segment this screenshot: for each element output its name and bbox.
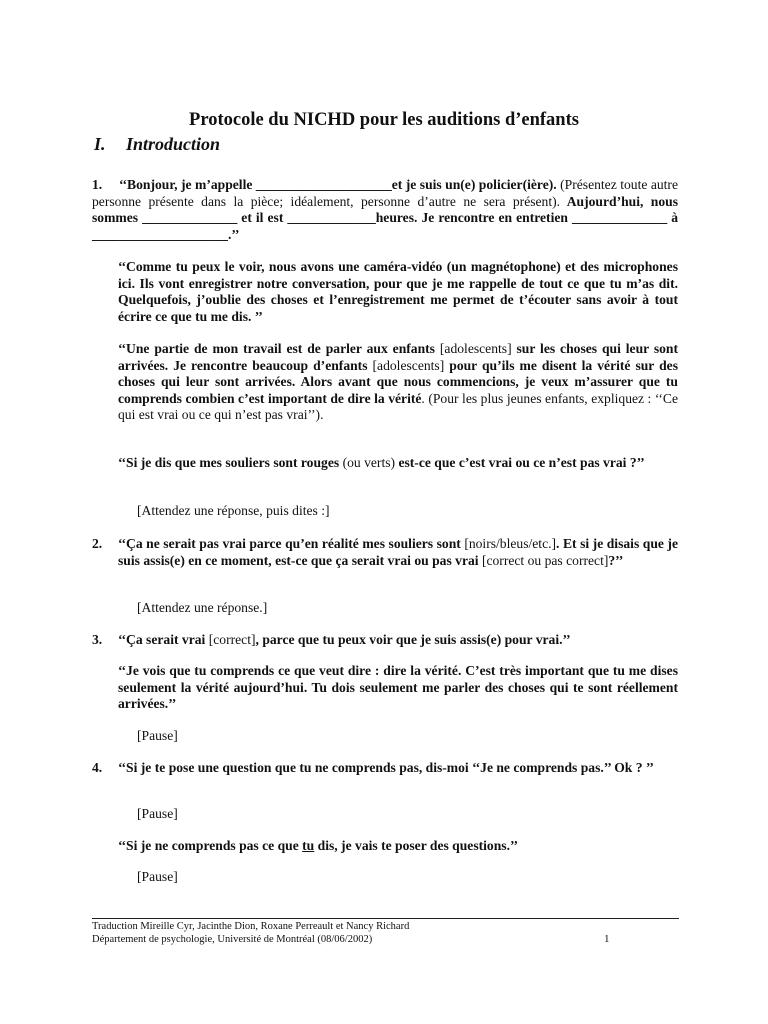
- p1-date-time: Aujourd’hui, nous sommes ______________ et il est _____________heures. Je rencontre en entretien ______________ à ____________________.’’: [92, 193, 679, 242]
- paragraph-4: ‘‘Si je te pose une question que tu ne comprends pas, dis-moi ‘‘Je ne comprends pas.’’ Ok ? ’’: [118, 760, 654, 775]
- document-title: Protocole du NICHD pour les auditions d’enfants: [189, 110, 579, 130]
- page-number: 1: [604, 933, 610, 945]
- pause-2: [Pause]: [137, 806, 178, 821]
- paragraph-camera: ‘‘Comme tu peux le voir, nous avons une caméra-vidéo (un magnétophone) et des microphones ici. Ils vont enregistrer notre conversation, pour que je me rappelle de tout ce que tu m’as dit. Quelquefois, j’oublie des choses et l’enregistrement me permet de t’écouter sans avoir à tout écrire ce que tu me dis. ’’: [118, 259, 678, 324]
- footer-department: Département de psychologie, Université de Montréal (08/06/2002): [92, 934, 373, 945]
- instruction-wait-2: [Attendez une réponse.]: [137, 600, 268, 615]
- paragraph-work: ‘‘Une partie de mon travail est de parler aux enfants [adolescents] sur les choses qui leur sont arrivées. Je rencontre beaucoup d’enfants [adolescents] pour qu’ils me disent la vérité sur des choses qui leur sont arrivées. Alors avant que nous commencions, je veux m’assurer que tu comprends combien c’est important de dire la vérité. (Pour les plus jeunes enfants, expliquez : ‘‘Ce qui est vrai ou ce qui n’est pas vrai’’).: [118, 341, 679, 423]
- paragraph-3: ‘‘Ça serait vrai [correct], parce que tu peux voir que je suis assis(e) pour vrai.’’: [118, 632, 571, 647]
- item-number-3: 3.: [92, 632, 103, 647]
- item-number-2: 2.: [92, 536, 103, 551]
- section-heading: [94, 134, 220, 155]
- footer-divider: [92, 918, 679, 919]
- footer-translators: Traduction Mireille Cyr, Jacinthe Dion, Roxane Perreault et Nancy Richard: [92, 921, 410, 932]
- paragraph-2: ‘‘Ça ne serait pas vrai parce qu’en réalité mes souliers sont [noirs/bleus/etc.]. Et si je disais que je suis assis(e) en ce moment, est-ce que ça serait vrai ou pas vrai [correct ou pas correct]?’’: [118, 536, 678, 568]
- p1-instruction: (Présentez toute autre personne présente dans la pièce; idéalement, personne d’autre ne sera présent).: [92, 177, 678, 209]
- p1-greeting: ‘‘Bonjour, je m’appelle ____________________et je suis un(e) policier(ière).: [119, 177, 557, 192]
- pause-1: [Pause]: [137, 728, 178, 743]
- section-label: Introduction: [126, 134, 221, 154]
- section-number: I.: [94, 134, 106, 154]
- item-number-4: 4.: [92, 760, 103, 775]
- paragraph-shoes: ‘‘Si je dis que mes souliers sont rouges (ou verts) est-ce que c’est vrai ou ce n’est pas vrai ?’’: [118, 455, 645, 470]
- instruction-wait-1: [Attendez une réponse, puis dites :]: [137, 503, 330, 518]
- paragraph-questions: ‘‘Si je ne comprends pas ce que tu dis, je vais te poser des questions.’’: [118, 838, 519, 853]
- pause-3: [Pause]: [137, 869, 178, 884]
- item-number-1: 1.: [92, 177, 103, 192]
- paragraph-truth: ‘‘Je vois que tu comprends ce que veut dire : dire la vérité. C’est très important que tu me dises seulement la vérité aujourd’hui. Tu dois seulement me parler des choses qui te sont réellement arrivées.’’: [118, 663, 678, 712]
- paragraph-1: [92, 177, 678, 243]
